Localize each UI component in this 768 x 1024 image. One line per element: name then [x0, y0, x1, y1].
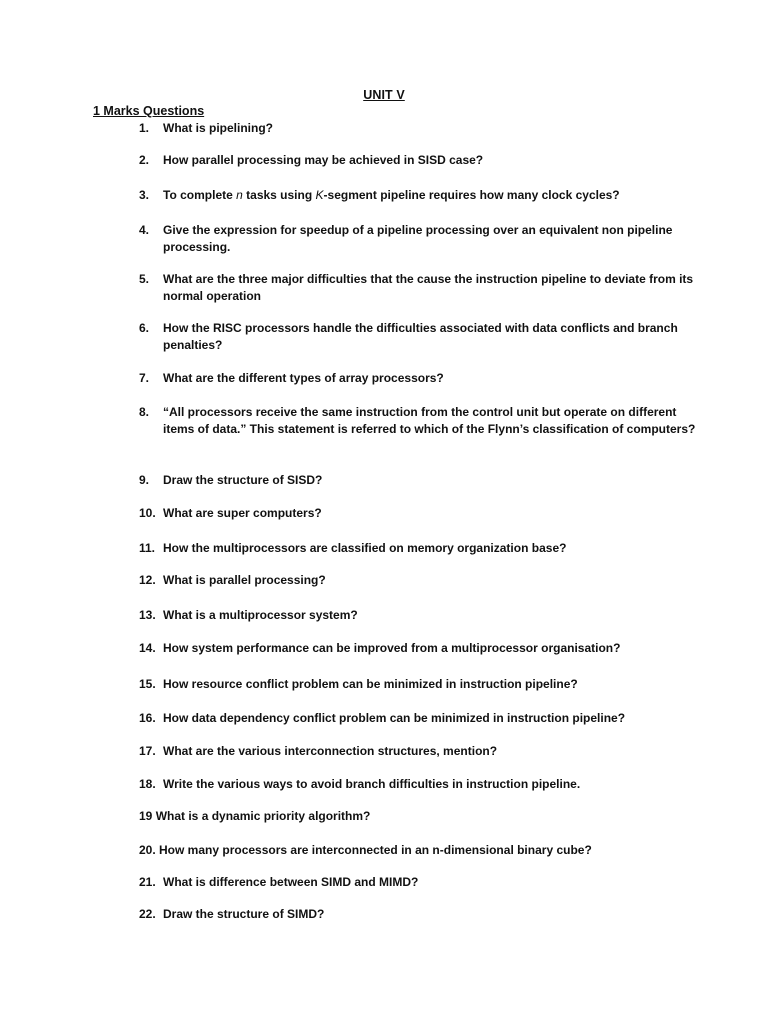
question-text: Draw the structure of SISD? — [163, 473, 323, 487]
question-21 — [139, 874, 699, 891]
question-text: Write the various ways to avoid branch difficulties in instruction pipeline. — [163, 777, 581, 791]
question-text: How resource conflict problem can be minimized in instruction pipeline? — [163, 677, 578, 691]
question-text: What is parallel processing? — [163, 573, 326, 587]
question-text: What are the various interconnection structures, mention? — [163, 744, 498, 758]
question-text: How many processors are interconnected in an n-dimensional binary cube? — [159, 843, 592, 857]
question-number: 2. — [139, 153, 150, 167]
question-text: What is a dynamic priority algorithm? — [155, 809, 371, 823]
question-15 — [139, 676, 699, 693]
question-8 — [139, 404, 699, 438]
unit-title: UNIT V — [363, 88, 405, 102]
question-number: 17. — [139, 744, 156, 758]
question-text-part: tasks using — [242, 188, 316, 202]
question-text: Give the expression for speedup of a pipeline processing over an equivalent non pipeline processing. — [163, 223, 673, 254]
question-text-italic: K — [315, 188, 324, 202]
question-number: 8. — [139, 405, 150, 419]
question-9 — [139, 472, 699, 489]
question-12 — [139, 572, 699, 589]
question-number: 5. — [139, 272, 150, 286]
question-4 — [139, 222, 699, 256]
question-text: How the multiprocessors are classified on memory organization base? — [163, 541, 567, 555]
question-7 — [139, 370, 699, 387]
question-text: What is a multiprocessor system? — [163, 608, 358, 622]
question-number: 18. — [139, 777, 156, 791]
question-text: What is pipelining? — [163, 121, 273, 135]
question-11 — [139, 540, 699, 557]
question-number: 20. — [139, 843, 160, 857]
question-14 — [139, 640, 699, 657]
question-text: Draw the structure of SIMD? — [163, 907, 325, 921]
question-text: “All processors receive the same instruction from the control unit but operate on different items of data.” This statement is referred to which of the Flynn’s classification of computers? — [163, 405, 696, 436]
question-13 — [139, 607, 699, 624]
question-number: 22. — [139, 907, 156, 921]
question-16 — [139, 710, 699, 727]
question-text: What are super computers? — [163, 506, 322, 520]
question-text: How the RISC processors handle the difficulties associated with data conflicts and branch penalties? — [163, 321, 678, 352]
question-number: 21. — [139, 875, 156, 889]
question-text: What is difference between SIMD and MIMD? — [163, 875, 419, 889]
question-5 — [139, 271, 699, 305]
question-20 — [139, 842, 699, 859]
question-number: 3. — [139, 188, 150, 202]
question-number: 14. — [139, 641, 156, 655]
question-number: 15. — [139, 677, 156, 691]
question-text: How data dependency conflict problem can be minimized in instruction pipeline? — [163, 711, 626, 725]
question-number: 19 — [139, 809, 156, 823]
question-number: 7. — [139, 371, 150, 385]
question-number: 9. — [139, 473, 150, 487]
question-1 — [139, 120, 699, 137]
question-text: How parallel processing may be achieved in SISD case? — [163, 153, 484, 167]
question-text-italic: n — [236, 188, 243, 202]
question-number: 6. — [139, 321, 150, 335]
question-22 — [139, 906, 699, 923]
question-number: 16. — [139, 711, 156, 725]
question-19 — [139, 808, 699, 825]
question-18 — [139, 776, 699, 793]
section-heading: 1 Marks Questions — [93, 104, 205, 118]
question-2 — [139, 152, 699, 169]
question-text-part: -segment pipeline requires how many clock cycles? — [323, 188, 620, 202]
question-text: How system performance can be improved from a multiprocessor organisation? — [163, 641, 621, 655]
question-text: What are the three major difficulties that the cause the instruction pipeline to deviate from its normal operation — [163, 272, 694, 303]
question-text — [163, 187, 699, 204]
question-number: 1. — [139, 121, 150, 135]
question-number: 12. — [139, 573, 156, 587]
question-number: 11. — [139, 541, 156, 555]
question-6 — [139, 320, 699, 354]
question-3 — [139, 187, 699, 204]
question-number: 13. — [139, 608, 156, 622]
question-number: 4. — [139, 223, 150, 237]
question-10 — [139, 505, 699, 522]
question-text-part: To complete — [163, 188, 237, 202]
question-text: What are the different types of array processors? — [163, 371, 444, 385]
question-number: 10. — [139, 506, 156, 520]
question-17 — [139, 743, 699, 760]
